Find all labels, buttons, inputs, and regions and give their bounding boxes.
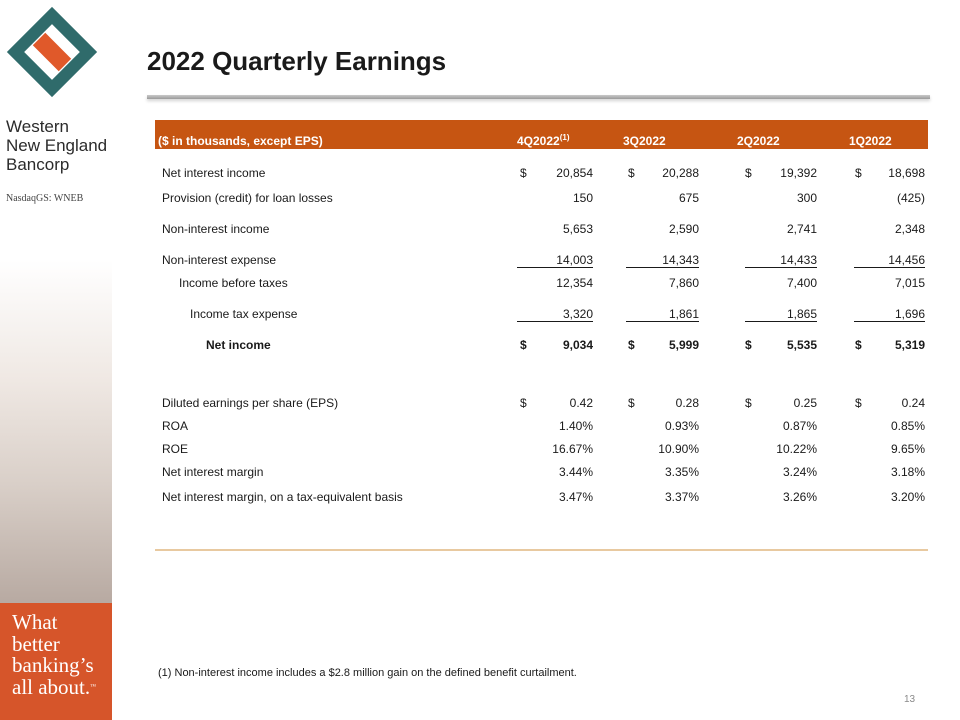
table-cell: 2,590 [668,222,699,236]
table-cell: 9,034 [562,338,593,352]
table-cell: 5,999 [668,338,699,352]
currency-symbol: $ [855,396,862,410]
row-label: Income tax expense [190,307,298,321]
currency-symbol: $ [628,338,635,352]
company-logo [4,4,100,100]
table-cell: 1,696 [854,307,925,322]
table-cell: 3.24% [782,465,817,479]
table-row [155,396,928,414]
tagline-line: better [12,631,60,656]
table-row [155,191,928,209]
table-cell: 7,400 [786,276,817,290]
table-cell: 0.24 [901,396,925,410]
row-label: Non-interest income [162,222,270,236]
sidebar [0,0,112,720]
table-cell: 18,698 [888,166,925,180]
currency-symbol: $ [520,396,527,410]
brand-name [6,117,107,174]
table-cell: 1,865 [745,307,817,322]
column-header-label: 3Q2022 [623,134,666,148]
row-label: Net interest margin, on a tax-equivalent basis [162,490,403,504]
row-label: Net interest margin [162,465,264,479]
row-label: ROE [162,442,189,456]
currency-symbol: $ [745,166,752,180]
table-cell: 5,535 [786,338,817,352]
page-number: 13 [904,694,916,705]
table-cell: (425) [896,191,925,205]
table-cell: 0.28 [675,396,699,410]
table-row [155,253,928,271]
table-cell: 0.85% [890,419,925,433]
table-cell: 3.20% [890,490,925,504]
currency-symbol: $ [520,166,527,180]
currency-symbol: $ [520,338,527,352]
column-header-footnote: (1) [559,133,570,142]
tagline-line: all about. [12,674,91,699]
table-cell: 7,860 [668,276,699,290]
table-cell: 3.35% [664,465,699,479]
table-cell: 0.42 [569,396,593,410]
table-cell: 1,861 [626,307,699,322]
column-header-label: 4Q2022 [517,134,560,148]
table-cell: 19,392 [780,166,817,180]
table-row [155,166,928,184]
currency-symbol: $ [855,166,862,180]
table-cell: 3.37% [664,490,699,504]
table-cell: 20,288 [662,166,699,180]
table-cell: 16.67% [552,442,593,456]
table-cell: 1.40% [558,419,593,433]
table-row [155,276,928,294]
trademark-mark: ™ [90,683,97,690]
currency-symbol: $ [628,166,635,180]
currency-symbol: $ [745,338,752,352]
row-label: Income before taxes [179,276,288,290]
column-header-label: 1Q2022 [849,134,892,148]
table-cell: 5,319 [894,338,925,352]
row-label: Diluted earnings per share (EPS) [162,396,339,410]
table-cell: 3.47% [558,490,593,504]
table-header [155,120,928,149]
table-row [155,465,928,483]
row-label: ROA [162,419,189,433]
table-cell: 3.26% [782,490,817,504]
table-row [155,338,928,356]
currency-symbol: $ [745,396,752,410]
table-cell: 7,015 [894,276,925,290]
table-row [155,222,928,240]
tagline-box [0,603,112,720]
currency-symbol: $ [855,338,862,352]
table-cell: 10.22% [776,442,817,456]
table-cell: 3.44% [558,465,593,479]
brand-line: New England [6,136,108,155]
table-header-label: ($ in thousands, except EPS) [158,134,323,148]
table-cell: 0.87% [782,419,817,433]
brand-line: Western [6,117,69,136]
column-header-label: 2Q2022 [737,134,780,148]
sidebar-gradient [0,260,112,605]
ticker-symbol: NasdaqGS: WNEB [6,193,84,204]
tagline-line: What [12,610,58,634]
table-row [155,490,928,508]
page-title: 2022 Quarterly Earnings [147,46,447,76]
table-cell: 12,354 [556,276,593,290]
table-row [155,442,928,460]
table-cell: 2,348 [894,222,925,236]
table-cell: 9.65% [890,442,925,456]
tagline [12,612,96,698]
table-cell: 10.90% [658,442,699,456]
tagline-line: banking’s [12,653,94,677]
table-row [155,419,928,437]
table-cell: 14,433 [745,253,817,268]
row-label: Provision (credit) for loan losses [162,191,333,205]
currency-symbol: $ [628,396,635,410]
table-cell: 3,320 [517,307,593,322]
brand-line: Bancorp [6,155,70,174]
row-label: Non-interest expense [162,253,277,267]
table-cell: 0.25 [793,396,817,410]
table-cell: 2,741 [786,222,817,236]
table-cell: 14,456 [854,253,925,268]
table-cell: 14,343 [626,253,699,268]
table-cell: 150 [572,191,593,205]
column-header [517,133,569,148]
table-cell: 20,854 [556,166,593,180]
row-label: Net interest income [162,166,266,180]
row-label: Net income [206,338,271,352]
table-cell: 5,653 [562,222,593,236]
table-cell: 675 [678,191,699,205]
table-cell: 3.18% [890,465,925,479]
table-bottom-rule [155,549,928,551]
table-cell: 300 [796,191,817,205]
title-divider [147,95,930,99]
table-row [155,307,928,325]
table-cell: 0.93% [664,419,699,433]
table-cell: 14,003 [517,253,593,268]
footnote: (1) Non-interest income includes a $2.8 million gain on the defined benefit curtailment. [158,667,577,679]
